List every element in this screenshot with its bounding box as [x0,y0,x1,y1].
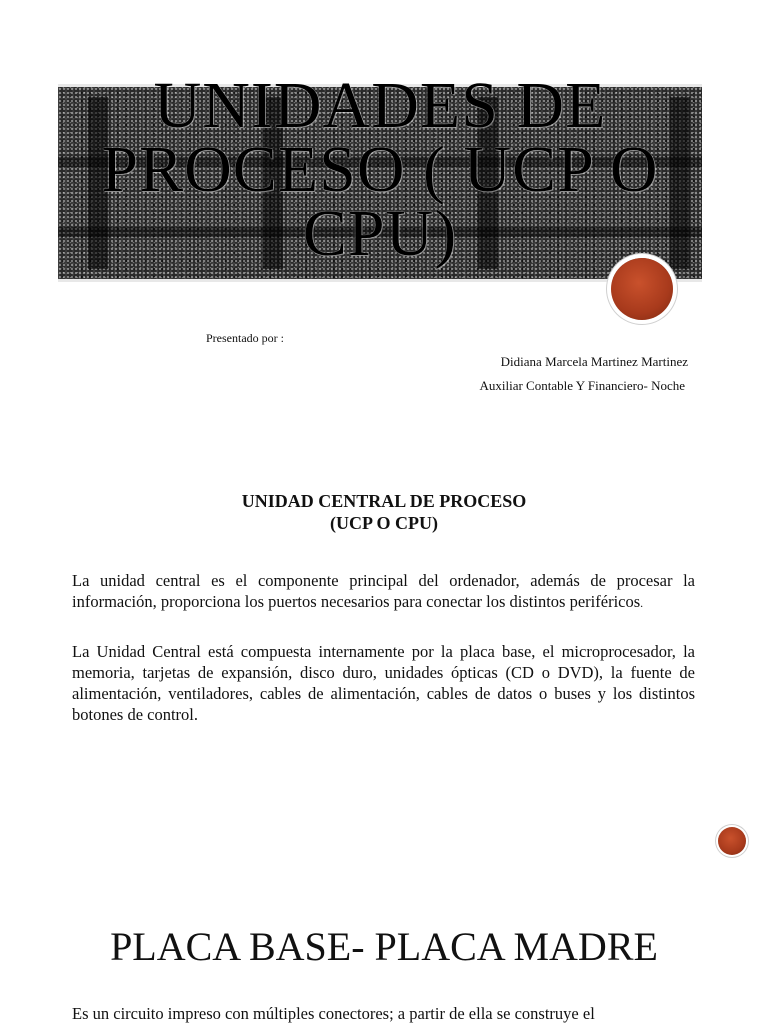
author-name: Didiana Marcela Martinez Martinez [500,354,688,369]
presented-by-label: Presentado por : [206,331,284,345]
section-heading-line2: (UCP O CPU) [330,513,438,533]
section-heading [0,490,768,534]
slide-title: UNIDADES DE PROCESO ( UCP O CPU) [101,69,659,270]
paragraph-placa-base: Es un circuito impreso con múltiples conectores; a partir de ella se construye el [72,1004,595,1023]
decorative-circle-icon [611,258,673,320]
section-heading-line1: UNIDAD CENTRAL DE PROCESO [241,491,527,511]
author-role: Auxiliar Contable Y Financiero- Noche [479,378,685,393]
paragraph-cpu-intro-text: La unidad central es el componente principal del ordenador, además de procesar la información, proporciona los puertos necesarios para conectar los distintos periféricos [72,571,695,611]
paragraph-cpu-intro-period: . [640,596,644,610]
paragraph-cpu-components: La Unidad Central está compuesta internamente por la placa base, el microprocesador, la memoria, tarjetas de expansión, disco duro, unidades ópticas (CD o DVD), la fuente de alimentación, ventiladores, cables de alimentación, cables de datos o buses y los distintos botones de control. [72,642,695,724]
decorative-circle-small-icon [718,827,746,855]
paragraph-cpu-intro [72,570,695,614]
slide-title-placa-base: PLACA BASE- PLACA MADRE [110,924,658,969]
